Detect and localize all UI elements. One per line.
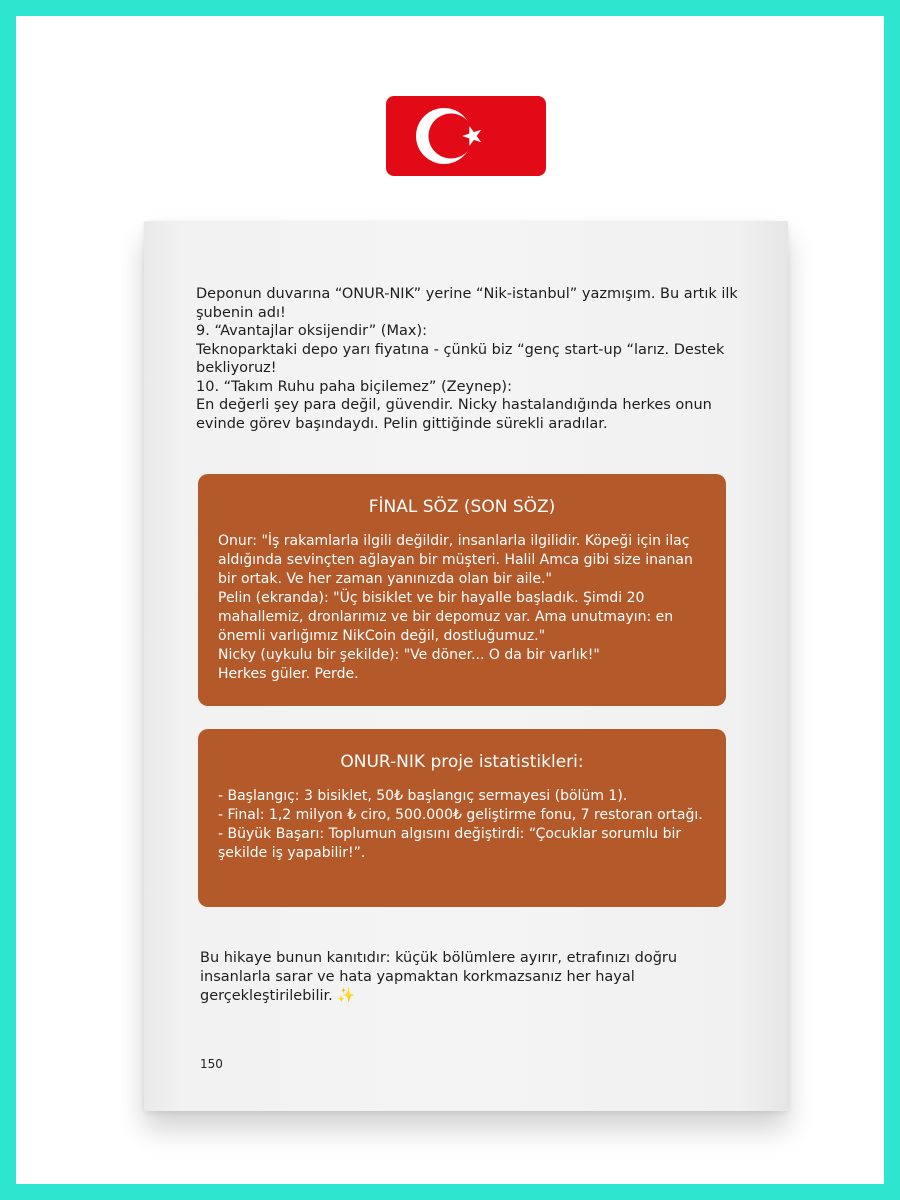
page-number: 150	[200, 1057, 223, 1071]
closing-paragraph	[200, 949, 740, 1006]
stats-line: - Final: 1,2 milyon ₺ ciro, 500.000₺ geliştirme fonu, 7 restoran ortağı.	[218, 807, 703, 823]
paragraph: Teknoparktaki depo yarı fiyatına - çünkü biz “genç start-up “larız. Destek bekliyoruz!	[196, 341, 725, 376]
project-stats-body	[218, 787, 706, 863]
paragraph: En değerli şey para değil, güvendir. Nicky hastalandığında herkes onun evinde görev başındaydı. Pelin gittiğinde sürekli aradılar.	[196, 397, 712, 432]
final-words-title: FİNAL SÖZ (SON SÖZ)	[368, 497, 556, 517]
stats-line: - Başlangıç: 3 bisiklet, 50₺ başlangıç sermayesi (bölüm 1).	[218, 788, 628, 804]
final-words-box	[198, 474, 726, 706]
crescent-star-icon	[386, 96, 546, 176]
closing-text: Bu hikaye bunun kanıtıdır: küçük bölümlere ayırır, etrafınızı doğru insanlarla sarar ve hata yapmaktan korkmazsanız her hayal gerçekleştirilebilir.	[200, 950, 678, 1004]
final-words-line: Pelin (ekranda): "Üç bisiklet ve bir hayalle başladık. Şimdi 20 mahallemiz, dronlarımız ve bir depomuz var. Ama unutmayın: en önemli varlığımız NikCoin değil, dostluğumuz."	[218, 590, 674, 644]
project-stats-title: ONUR-NIK proje istatistikleri:	[340, 752, 584, 772]
body-text	[196, 285, 756, 433]
final-words-line: Nicky (uykulu bir şekilde): "Ve döner... O da bir varlık!"	[218, 647, 600, 663]
book-page	[144, 221, 788, 1111]
paragraph: 9. “Avantajlar oksijendir” (Max):	[196, 323, 427, 339]
frame	[16, 16, 884, 1184]
stats-line: - Büyük Başarı: Toplumun algısını değiştirdi: “Çocuklar sorumlu bir şekilde iş yapabilir!”.	[218, 826, 682, 861]
final-words-line: Onur: "İş rakamlarla ilgili değildir, insanlarla ilgilidir. Köpeği için ilaç aldığında sevinçten ağlayan bir müşteri. Halil Amca gibi size inanan bir ortak. Ve her zaman yanınızda olan bir aile."	[218, 533, 693, 587]
sparkles-icon: ✨	[337, 988, 356, 1004]
turkey-flag-icon	[386, 96, 546, 176]
project-stats-box	[198, 729, 726, 907]
paragraph: 10. “Takım Ruhu paha biçilemez” (Zeynep):	[196, 378, 512, 395]
final-words-line: Herkes güler. Perde.	[218, 666, 359, 682]
final-words-body	[218, 532, 706, 684]
paragraph: Deponun duvarına “ONUR-NIK” yerine “Nik-istanbul” yazmışım. Bu artık ilk şubenin adı!	[196, 286, 738, 321]
